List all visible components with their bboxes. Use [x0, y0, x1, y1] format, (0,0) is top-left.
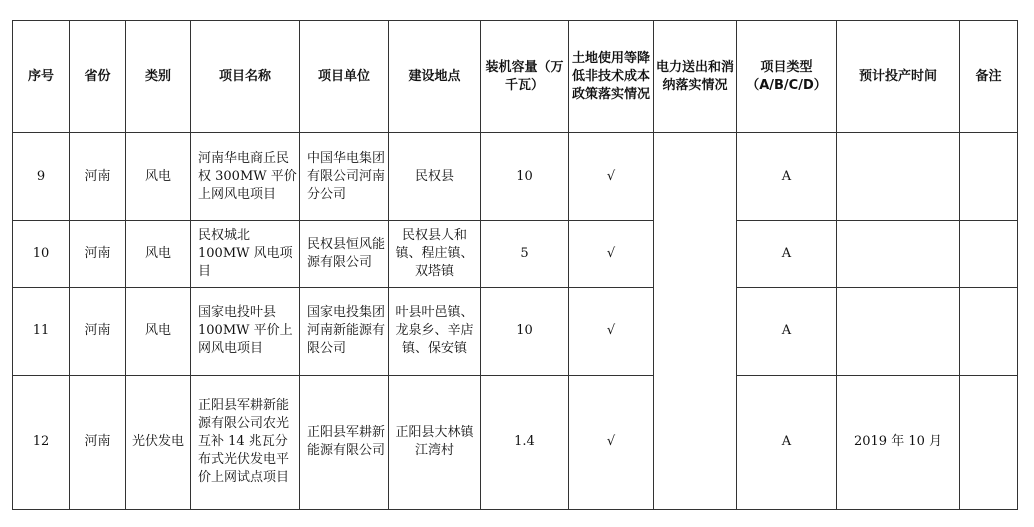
cell-project-unit: 中国华电集团有限公司河南分公司	[300, 133, 389, 221]
header-power-delivery: 电力送出和消纳落实情况	[654, 21, 737, 133]
header-row	[13, 21, 1018, 133]
cell-province: 河南	[70, 221, 126, 287]
cell-power-delivery-merged	[654, 133, 737, 510]
header-expected-time: 预计投产时间	[837, 21, 960, 133]
cell-seq: 12	[13, 375, 70, 509]
cell-project-type: A	[737, 221, 837, 287]
header-project-name: 项目名称	[191, 21, 300, 133]
cell-seq: 10	[13, 221, 70, 287]
cell-land-policy: √	[569, 221, 654, 287]
cell-project-type: A	[737, 133, 837, 221]
cell-project-unit: 国家电投集团河南新能源有限公司	[300, 287, 389, 375]
header-project-type: 项目类型（A/B/C/D）	[737, 21, 837, 133]
cell-land-policy: √	[569, 287, 654, 375]
cell-project-name: 国家电投叶县 100MW 平价上网风电项目	[191, 287, 300, 375]
cell-remarks	[960, 287, 1018, 375]
cell-category: 光伏发电	[126, 375, 191, 509]
cell-location: 民权县人和镇、程庄镇、双塔镇	[389, 221, 481, 287]
header-category: 类别	[126, 21, 191, 133]
cell-province: 河南	[70, 375, 126, 509]
cell-capacity: 1.4	[481, 375, 569, 509]
header-remarks: 备注	[960, 21, 1018, 133]
cell-expected-time	[837, 287, 960, 375]
cell-location: 正阳县大林镇江湾村	[389, 375, 481, 509]
header-seq: 序号	[13, 21, 70, 133]
header-location: 建设地点	[389, 21, 481, 133]
cell-capacity: 10	[481, 287, 569, 375]
header-land-policy: 土地使用等降低非技术成本政策落实情况	[569, 21, 654, 133]
cell-project-name: 正阳县军耕新能源有限公司农光互补 14 兆瓦分布式光伏发电平价上网试点项目	[191, 375, 300, 509]
cell-location: 叶县叶邑镇、龙泉乡、辛店镇、保安镇	[389, 287, 481, 375]
cell-category: 风电	[126, 133, 191, 221]
cell-project-type: A	[737, 375, 837, 509]
cell-seq: 9	[13, 133, 70, 221]
header-capacity: 装机容量（万千瓦）	[481, 21, 569, 133]
table-row	[13, 287, 1018, 375]
cell-capacity: 10	[481, 133, 569, 221]
cell-category: 风电	[126, 287, 191, 375]
table-row	[13, 133, 1018, 221]
header-project-unit: 项目单位	[300, 21, 389, 133]
project-table	[12, 20, 1018, 510]
cell-expected-time	[837, 133, 960, 221]
cell-land-policy: √	[569, 375, 654, 509]
cell-capacity: 5	[481, 221, 569, 287]
table-row	[13, 375, 1018, 509]
cell-seq: 11	[13, 287, 70, 375]
cell-province: 河南	[70, 287, 126, 375]
table-row	[13, 221, 1018, 287]
cell-project-unit: 民权县恒风能源有限公司	[300, 221, 389, 287]
cell-project-unit: 正阳县军耕新能源有限公司	[300, 375, 389, 509]
header-province: 省份	[70, 21, 126, 133]
cell-expected-time: 2019 年 10 月	[837, 375, 960, 509]
cell-project-name: 河南华电商丘民权 300MW 平价上网风电项目	[191, 133, 300, 221]
cell-remarks	[960, 375, 1018, 509]
cell-remarks	[960, 221, 1018, 287]
cell-province: 河南	[70, 133, 126, 221]
cell-project-type: A	[737, 287, 837, 375]
cell-land-policy: √	[569, 133, 654, 221]
cell-location: 民权县	[389, 133, 481, 221]
cell-project-name: 民权城北 100MW 风电项目	[191, 221, 300, 287]
cell-category: 风电	[126, 221, 191, 287]
cell-expected-time	[837, 221, 960, 287]
cell-remarks	[960, 133, 1018, 221]
